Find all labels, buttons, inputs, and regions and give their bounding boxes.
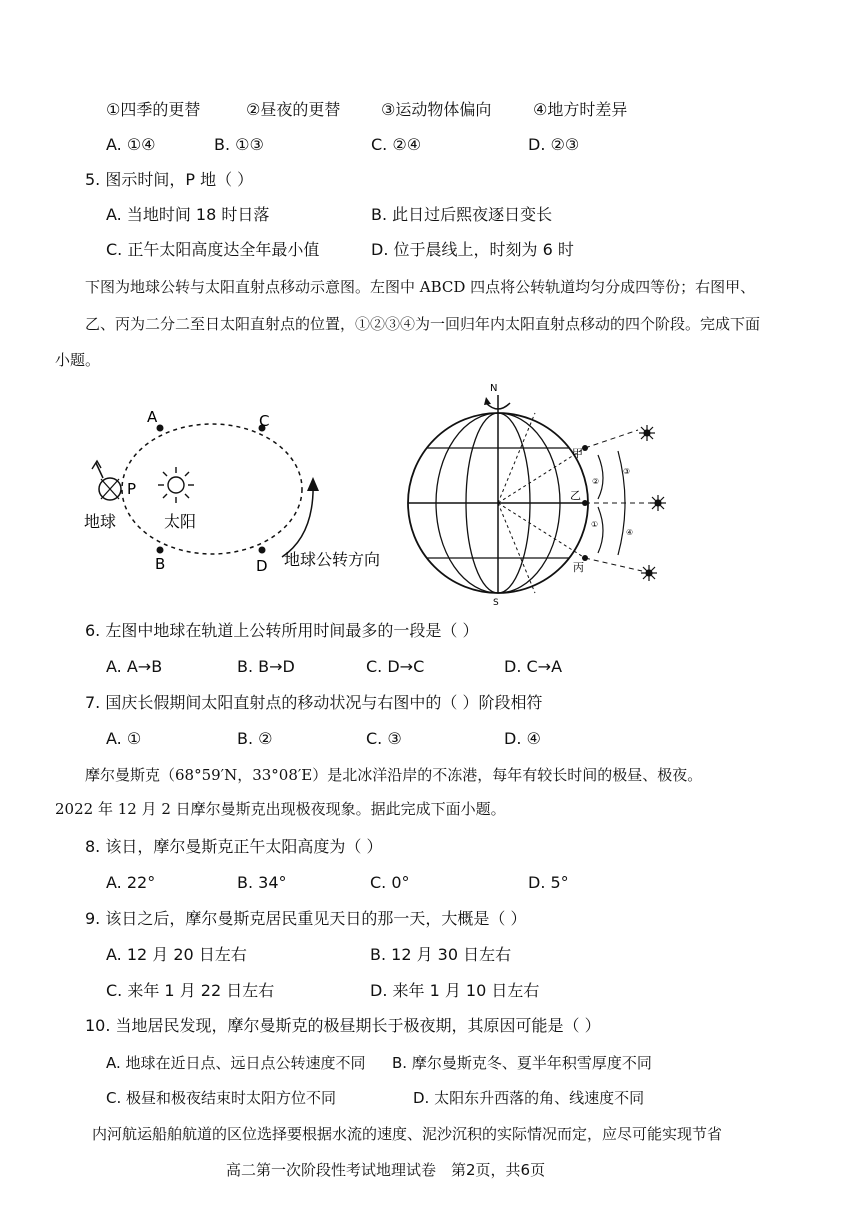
q7-option-c: C. ③ — [366, 729, 402, 748]
q10-option-b: B. 摩尔曼斯克冬、夏半年积雪厚度不同 — [392, 1054, 652, 1072]
stage-1: ① — [591, 520, 599, 529]
orbit-diagram — [70, 385, 410, 590]
q6-question: 6. 左图中地球在轨道上公转所用时间最多的一段是（ ） — [85, 621, 479, 640]
q4-option-c: C. ②④ — [371, 135, 422, 154]
sun-icon — [639, 425, 655, 441]
label-yi: 乙 — [570, 489, 581, 502]
q4-item-2: ②昼夜的更替 — [246, 100, 341, 119]
q4-option-d: D. ②③ — [528, 135, 580, 154]
rotation-arrow-icon — [484, 395, 510, 413]
q8-option-c: C. 0° — [370, 873, 410, 892]
q4-option-b: B. ①③ — [214, 135, 264, 154]
label-b: B — [155, 555, 166, 573]
q7-option-a: A. ① — [106, 729, 142, 748]
q4-item-3: ③运动物体偏向 — [381, 100, 492, 119]
page-footer: 高二第一次阶段性考试地理试卷 第2页，共6页 — [226, 1161, 546, 1179]
label-bing: 丙 — [573, 561, 584, 574]
stage-4: ④ — [626, 528, 634, 537]
label-a: A — [147, 408, 158, 426]
stem1-line-2: 乙、丙为二分二至日太阳直射点的位置，①②③④为一回归年内太阳直射点移动的四个阶段。完成下面 — [85, 315, 761, 333]
q8-question: 8. 该日，摩尔曼斯克正午太阳高度为（ ） — [85, 837, 383, 856]
q6-option-c: C. D→C — [366, 657, 425, 676]
orbit-point-d — [259, 547, 266, 554]
q8-option-b: B. 34° — [237, 873, 287, 892]
sun-icon — [158, 467, 194, 503]
q5-option-a: A. 当地时间 18 时日落 — [106, 205, 270, 224]
q4-item-4: ④地方时差异 — [533, 100, 628, 119]
stem2-line-2: 2022 年 12 月 2 日摩尔曼斯克出现极夜现象。据此完成下面小题。 — [55, 800, 506, 818]
sun-icon — [641, 565, 657, 581]
orbit-ellipse — [122, 424, 302, 554]
stem2-line-1: 摩尔曼斯克（68°59′N，33°08′E）是北冰洋沿岸的不冻港，每年有较长时间的极昼、极夜。 — [85, 766, 703, 784]
q10-option-a: A. 地球在近日点、远日点公转速度不同 — [106, 1054, 366, 1072]
label-s: S — [493, 598, 499, 607]
q8-option-d: D. 5° — [528, 873, 569, 892]
q9-option-b: B. 12 月 30 日左右 — [370, 945, 512, 964]
orbit-point-b — [157, 547, 164, 554]
q9-question: 9. 该日之后，摩尔曼斯克居民重见天日的那一天，大概是（ ） — [85, 909, 527, 928]
revolution-arrow-icon — [282, 477, 319, 557]
q6-option-d: D. C→A — [504, 657, 563, 676]
q9-option-a: A. 12 月 20 日左右 — [106, 945, 247, 964]
sun-label: 太阳 — [164, 512, 197, 531]
q4-option-a: A. ①④ — [106, 135, 156, 154]
earth-label: 地球 — [84, 512, 117, 531]
q5-option-b: B. 此日过后熙夜逐日变长 — [371, 205, 553, 224]
earth-icon — [92, 461, 121, 500]
label-d: D — [256, 557, 268, 575]
q10-option-c: C. 极昼和极夜结束时太阳方位不同 — [106, 1089, 337, 1107]
q7-option-b: B. ② — [237, 729, 273, 748]
stem1-line-1: 下图为地球公转与太阳直射点移动示意图。左图中 ABCD 四点将公转轨道均匀分成四等份；右图甲、 — [85, 278, 756, 296]
stage-2: ② — [592, 477, 600, 486]
q7-question: 7. 国庆长假期间太阳直射点的移动状况与右图中的（ ）阶段相符 — [85, 693, 543, 712]
q9-option-d: D. 来年 1 月 10 日左右 — [370, 981, 540, 1000]
label-n: N — [490, 383, 498, 394]
sun-icon — [650, 495, 666, 511]
q5-option-c: C. 正午太阳高度达全年最小值 — [106, 240, 320, 259]
q6-option-b: B. B→D — [237, 657, 295, 676]
stem1-line-3: 小题。 — [55, 351, 101, 369]
orbit-point-a — [157, 425, 164, 432]
label-c: C — [259, 412, 270, 430]
q10-option-d: D. 太阳东升西落的角、线速度不同 — [413, 1089, 645, 1107]
q8-option-a: A. 22° — [106, 873, 156, 892]
q7-option-d: D. ④ — [504, 729, 541, 748]
point-yi — [582, 500, 588, 506]
q4-item-1: ①四季的更替 — [106, 100, 201, 119]
stage-3: ③ — [623, 467, 631, 476]
q10-question: 10. 当地居民发现，摩尔曼斯克的极昼期长于极夜期，其原因可能是（ ） — [85, 1016, 601, 1035]
q6-option-a: A. A→B — [106, 657, 163, 676]
q5-question: 5. 图示时间，P 地（ ） — [85, 170, 254, 189]
label-jia: 甲 — [572, 447, 583, 460]
direction-label: 地球公转方向 — [284, 550, 381, 569]
label-p: P — [127, 480, 137, 498]
q9-option-c: C. 来年 1 月 22 日左右 — [106, 981, 275, 1000]
q5-option-d: D. 位于晨线上，时刻为 6 时 — [371, 240, 574, 259]
globe-diagram — [400, 375, 690, 607]
stem3-line-1: 内河航运船舶航道的区位选择要根据水流的速度、泥沙沉积的实际情况而定，应尽可能实现节省 — [92, 1125, 723, 1143]
